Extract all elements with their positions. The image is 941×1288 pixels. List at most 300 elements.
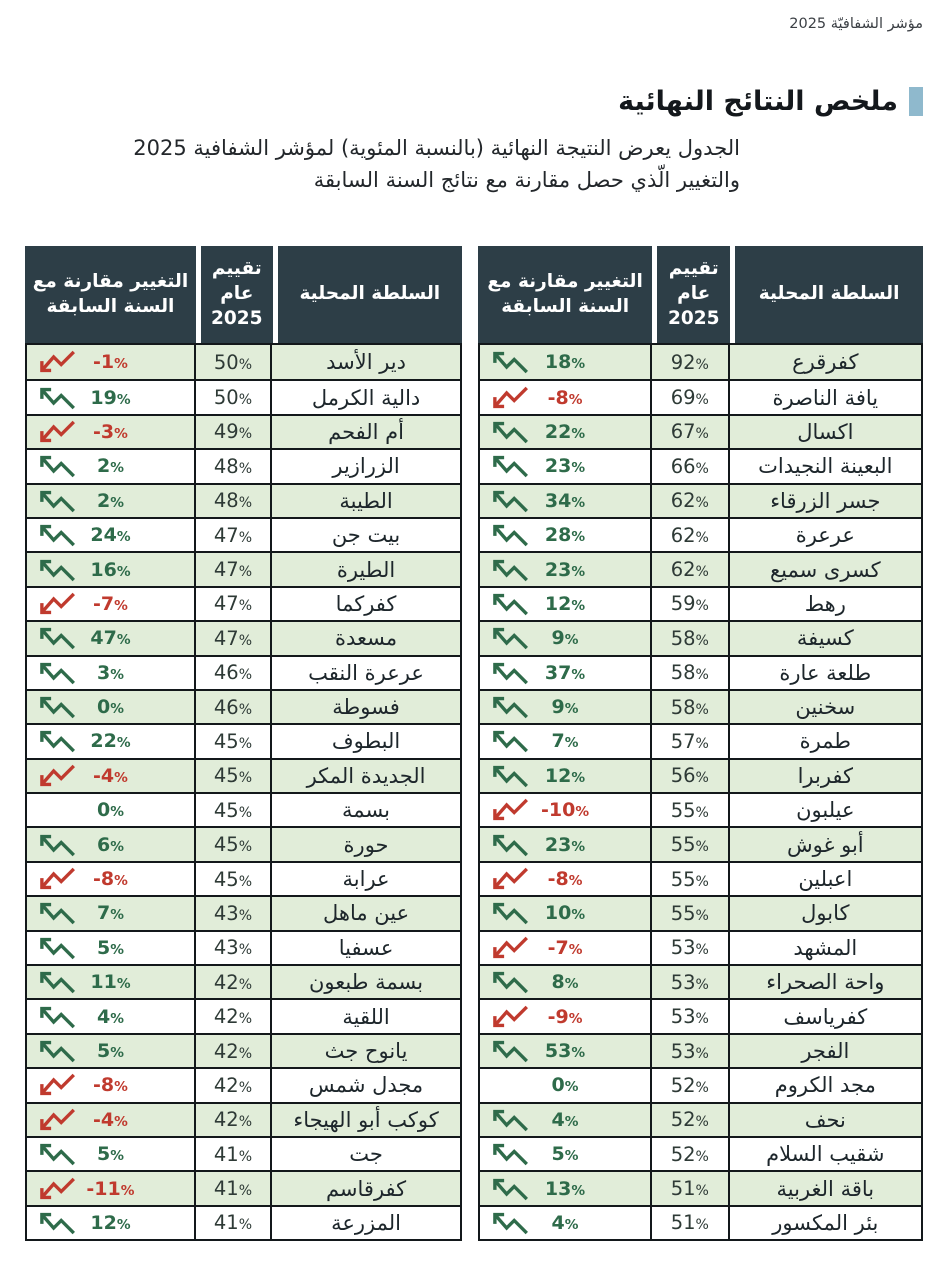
change-value: -3% bbox=[93, 420, 128, 443]
rating-cell bbox=[652, 828, 730, 860]
authority-cell bbox=[272, 1035, 460, 1067]
change-cell bbox=[27, 381, 196, 413]
change-value: 10% bbox=[544, 902, 586, 925]
change-cell bbox=[27, 794, 196, 826]
rating-value: 47% bbox=[213, 592, 253, 616]
change-cell bbox=[27, 1069, 196, 1101]
trend-up-icon bbox=[489, 418, 531, 445]
rating-value: 45% bbox=[213, 833, 253, 857]
authority-cell bbox=[730, 553, 921, 585]
trend-down-icon bbox=[36, 866, 78, 893]
authority-cell bbox=[730, 1138, 921, 1170]
rating-cell bbox=[652, 1035, 730, 1067]
change-cell bbox=[27, 897, 196, 929]
authority-cell bbox=[730, 932, 921, 964]
rating-cell bbox=[652, 588, 730, 620]
change-cell bbox=[27, 1207, 196, 1239]
authority-name: كسيفة bbox=[796, 626, 854, 651]
rating-cell bbox=[196, 588, 272, 620]
rating-value: 42% bbox=[213, 1039, 253, 1063]
change-value: 18% bbox=[544, 351, 586, 374]
change-cell bbox=[480, 1172, 652, 1204]
authority-cell bbox=[730, 1069, 921, 1101]
rating-cell bbox=[652, 622, 730, 654]
change-value: 6% bbox=[96, 833, 124, 856]
authority-name: كسرى سميع bbox=[769, 557, 881, 582]
rating-cell bbox=[652, 450, 730, 482]
rating-cell bbox=[652, 1207, 730, 1239]
change-cell bbox=[480, 691, 652, 723]
authority-cell bbox=[272, 966, 460, 998]
table-row bbox=[480, 1205, 921, 1239]
change-cell bbox=[480, 794, 652, 826]
change-cell bbox=[480, 1035, 652, 1067]
rating-value: 58% bbox=[670, 661, 709, 685]
authority-name: يانوح جث bbox=[324, 1039, 408, 1063]
table-body bbox=[478, 343, 923, 1241]
authority-name: عين ماهل bbox=[322, 901, 410, 926]
trend-down-icon bbox=[36, 349, 78, 376]
header-rating: تقييم عام 2025 bbox=[657, 246, 730, 343]
authority-cell bbox=[272, 657, 460, 689]
rating-value: 53% bbox=[670, 970, 709, 994]
table-header-row bbox=[25, 246, 462, 343]
rating-value: 53% bbox=[670, 1039, 709, 1063]
change-cell bbox=[480, 1104, 652, 1136]
change-value: 53% bbox=[544, 1040, 586, 1062]
rating-value: 49% bbox=[213, 420, 253, 444]
authority-name: الطيرة bbox=[336, 557, 396, 582]
rating-value: 42% bbox=[213, 1005, 253, 1029]
rating-cell bbox=[196, 897, 272, 929]
change-value: 37% bbox=[544, 661, 586, 684]
change-value: 23% bbox=[544, 833, 586, 856]
trend-up-icon bbox=[489, 969, 531, 996]
rating-cell bbox=[196, 932, 272, 964]
rating-value: 62% bbox=[670, 558, 709, 582]
trend-up-icon bbox=[489, 1175, 531, 1202]
rating-cell bbox=[652, 760, 730, 792]
change-value: -8% bbox=[93, 868, 128, 891]
rating-cell bbox=[652, 657, 730, 689]
authority-cell bbox=[730, 1207, 921, 1239]
authority-cell bbox=[272, 1104, 460, 1136]
change-value: 0% bbox=[96, 799, 124, 822]
authority-name: عرابة bbox=[342, 867, 390, 892]
change-value: 0% bbox=[96, 696, 124, 719]
authority-name: فسوطة bbox=[332, 695, 400, 720]
table-row bbox=[27, 620, 460, 654]
change-value: 2% bbox=[96, 489, 124, 512]
authority-name: المزرعة bbox=[331, 1210, 401, 1235]
rating-cell bbox=[652, 519, 730, 551]
table-row bbox=[480, 1170, 921, 1204]
change-value: 22% bbox=[544, 420, 586, 443]
trend-up-icon bbox=[489, 522, 531, 549]
rating-cell bbox=[652, 725, 730, 757]
trend-up-icon bbox=[489, 349, 531, 376]
change-value: 3% bbox=[96, 661, 124, 684]
authority-name: بيت جن bbox=[331, 523, 401, 548]
rating-value: 62% bbox=[670, 523, 709, 547]
change-cell bbox=[480, 519, 652, 551]
rating-value: 45% bbox=[213, 764, 253, 788]
rating-value: 47% bbox=[213, 558, 253, 582]
trend-up-icon bbox=[36, 659, 78, 686]
rating-value: 62% bbox=[670, 489, 709, 513]
trend-up-icon bbox=[36, 556, 78, 583]
rating-cell bbox=[652, 345, 730, 379]
change-cell bbox=[480, 760, 652, 792]
rating-cell bbox=[196, 794, 272, 826]
rating-cell bbox=[652, 1138, 730, 1170]
trend-up-icon bbox=[36, 1038, 78, 1065]
authority-cell bbox=[272, 691, 460, 723]
header-rating: تقييم عام 2025 bbox=[201, 246, 273, 343]
change-value: 4% bbox=[96, 1005, 124, 1028]
authority-cell bbox=[272, 897, 460, 929]
trend-down-icon bbox=[36, 1072, 78, 1099]
trend-up-icon bbox=[36, 522, 78, 549]
authority-cell bbox=[272, 416, 460, 448]
rating-value: 48% bbox=[213, 454, 253, 478]
rating-value: 59% bbox=[670, 592, 709, 616]
table-row bbox=[27, 895, 460, 929]
rating-cell bbox=[652, 966, 730, 998]
change-cell bbox=[27, 1138, 196, 1170]
authority-name: نحف bbox=[804, 1107, 846, 1132]
rating-cell bbox=[196, 657, 272, 689]
table-row bbox=[480, 379, 921, 413]
table-row bbox=[480, 551, 921, 585]
authority-cell bbox=[730, 1000, 921, 1032]
change-value: 5% bbox=[96, 1143, 124, 1166]
change-cell bbox=[27, 416, 196, 448]
change-cell bbox=[27, 1035, 196, 1067]
rating-value: 51% bbox=[670, 1211, 709, 1235]
trend-up-icon bbox=[489, 453, 531, 480]
authority-name: رهط bbox=[804, 591, 846, 616]
authority-cell bbox=[730, 657, 921, 689]
authority-name: دير الأسد bbox=[326, 350, 406, 375]
rating-value: 67% bbox=[670, 420, 709, 444]
rating-cell bbox=[196, 1000, 272, 1032]
trend-up-icon bbox=[36, 900, 78, 927]
authority-name: عرعرة bbox=[795, 523, 855, 548]
trend-up-icon bbox=[36, 831, 78, 858]
change-value: -11% bbox=[86, 1177, 135, 1200]
change-value: 24% bbox=[90, 524, 131, 547]
authority-cell bbox=[730, 794, 921, 826]
change-value: 5% bbox=[551, 1143, 579, 1166]
change-value: 9% bbox=[551, 696, 579, 719]
trend-up-icon bbox=[489, 831, 531, 858]
authority-name: الطيبة bbox=[339, 488, 393, 513]
authority-cell bbox=[272, 1000, 460, 1032]
rating-cell bbox=[196, 345, 272, 379]
trend-up-icon bbox=[489, 556, 531, 583]
change-cell bbox=[480, 553, 652, 585]
rating-cell bbox=[652, 1000, 730, 1032]
change-cell bbox=[27, 966, 196, 998]
change-cell bbox=[27, 622, 196, 654]
table-row bbox=[480, 1033, 921, 1067]
rating-value: 57% bbox=[670, 729, 709, 753]
rating-value: 51% bbox=[670, 1177, 709, 1201]
authority-cell bbox=[730, 450, 921, 482]
change-value: 47% bbox=[90, 627, 131, 650]
header-change: التغيير مقارنة مع السنة السابقة bbox=[478, 246, 652, 343]
change-value: 0% bbox=[551, 1074, 579, 1097]
authority-cell bbox=[272, 1138, 460, 1170]
rating-cell bbox=[652, 897, 730, 929]
change-cell bbox=[480, 932, 652, 964]
rating-cell bbox=[196, 760, 272, 792]
trend-up-icon bbox=[489, 659, 531, 686]
results-tables bbox=[0, 246, 941, 1241]
table-row bbox=[27, 586, 460, 620]
change-value: -4% bbox=[93, 1108, 128, 1131]
change-value: 12% bbox=[90, 1211, 131, 1234]
subtitle-line-1: الجدول يعرض النتيجة النهائية (بالنسبة المئوية) لمؤشر الشفافية 2025 bbox=[133, 136, 740, 160]
authority-name: جسر الزرقاء bbox=[770, 488, 881, 513]
rating-cell bbox=[196, 519, 272, 551]
table-row bbox=[27, 861, 460, 895]
authority-name: اكسال bbox=[797, 419, 854, 444]
rating-value: 46% bbox=[213, 695, 253, 719]
table-row bbox=[27, 345, 460, 379]
trend-down-icon bbox=[36, 418, 78, 445]
change-value: -8% bbox=[547, 868, 583, 891]
table-row bbox=[27, 414, 460, 448]
authority-cell bbox=[730, 1035, 921, 1067]
authority-cell bbox=[272, 622, 460, 654]
rating-cell bbox=[196, 1069, 272, 1101]
authority-cell bbox=[272, 1069, 460, 1101]
change-cell bbox=[480, 725, 652, 757]
trend-up-icon bbox=[489, 625, 531, 652]
authority-name: البعينة النجيدات bbox=[758, 454, 893, 479]
trend-up-icon bbox=[36, 625, 78, 652]
authority-name: كفرقرع bbox=[792, 350, 859, 375]
authority-name: اللقية bbox=[342, 1004, 390, 1029]
change-cell bbox=[480, 966, 652, 998]
authority-name: كوكب أبو الهيجاء bbox=[293, 1107, 439, 1132]
trend-up-icon bbox=[36, 728, 78, 755]
page-subtitle bbox=[0, 133, 740, 196]
authority-name: أم الفحم bbox=[328, 419, 404, 444]
change-value: 12% bbox=[544, 592, 586, 615]
change-cell bbox=[480, 485, 652, 517]
rating-value: 46% bbox=[213, 661, 253, 685]
page-title-text: ملخص النتائج النهائية bbox=[618, 86, 898, 117]
change-value: -7% bbox=[93, 592, 128, 615]
rating-value: 45% bbox=[213, 798, 253, 822]
authority-name: مجدل شمس bbox=[308, 1073, 424, 1098]
rating-value: 52% bbox=[670, 1142, 709, 1166]
trend-up-icon bbox=[36, 487, 78, 514]
authority-name: جت bbox=[349, 1142, 383, 1167]
change-value: 28% bbox=[544, 524, 586, 547]
rating-cell bbox=[652, 794, 730, 826]
change-cell bbox=[27, 828, 196, 860]
rating-value: 43% bbox=[213, 936, 253, 960]
authority-name: مسعدة bbox=[334, 626, 398, 651]
authority-name: بسمة طبعون bbox=[308, 970, 424, 995]
rating-cell bbox=[652, 1104, 730, 1136]
change-cell bbox=[480, 1207, 652, 1239]
trend-up-icon bbox=[36, 384, 78, 411]
trend-up-icon bbox=[36, 1209, 78, 1236]
table-row bbox=[480, 1136, 921, 1170]
authority-name: كفرياسف bbox=[783, 1004, 868, 1029]
change-value: -9% bbox=[547, 1005, 583, 1028]
rating-value: 43% bbox=[213, 901, 253, 925]
change-cell bbox=[480, 416, 652, 448]
trend-down-icon bbox=[489, 934, 531, 961]
trend-up-icon bbox=[489, 694, 531, 721]
table-row bbox=[27, 826, 460, 860]
change-cell bbox=[27, 725, 196, 757]
trend-down-icon bbox=[489, 1003, 531, 1030]
change-value: 11% bbox=[90, 971, 131, 994]
authority-cell bbox=[730, 863, 921, 895]
change-cell bbox=[27, 657, 196, 689]
trend-up-icon bbox=[36, 1141, 78, 1168]
authority-name: كفربرا bbox=[797, 763, 854, 788]
table-row bbox=[480, 448, 921, 482]
table-row bbox=[27, 1067, 460, 1101]
rating-value: 45% bbox=[213, 867, 253, 891]
rating-value: 55% bbox=[670, 833, 709, 857]
trend-down-icon bbox=[489, 384, 531, 411]
authority-cell bbox=[272, 725, 460, 757]
rating-cell bbox=[196, 1207, 272, 1239]
authority-cell bbox=[272, 553, 460, 585]
rating-value: 69% bbox=[670, 386, 709, 410]
table-row bbox=[27, 792, 460, 826]
change-value: 22% bbox=[90, 730, 131, 753]
rating-cell bbox=[652, 416, 730, 448]
authority-cell bbox=[272, 760, 460, 792]
trend-up-icon bbox=[489, 590, 531, 617]
authority-cell bbox=[272, 794, 460, 826]
change-cell bbox=[27, 450, 196, 482]
change-value: -7% bbox=[547, 936, 583, 959]
table-row bbox=[27, 1136, 460, 1170]
change-value: 23% bbox=[544, 558, 586, 581]
rating-value: 55% bbox=[670, 798, 709, 822]
table-row bbox=[27, 551, 460, 585]
table-row bbox=[480, 586, 921, 620]
table-row bbox=[480, 998, 921, 1032]
trend-up-icon bbox=[36, 969, 78, 996]
change-cell bbox=[480, 897, 652, 929]
rating-cell bbox=[196, 381, 272, 413]
rating-value: 41% bbox=[213, 1177, 253, 1201]
rating-value: 42% bbox=[213, 970, 253, 994]
rating-cell bbox=[652, 553, 730, 585]
header-authority: السلطة المحلية bbox=[278, 246, 462, 343]
rating-value: 52% bbox=[670, 1108, 709, 1132]
rating-cell bbox=[196, 828, 272, 860]
authority-cell bbox=[272, 381, 460, 413]
authority-name: كفرقاسم bbox=[325, 1176, 407, 1201]
change-cell bbox=[27, 1000, 196, 1032]
rating-value: 52% bbox=[670, 1073, 709, 1097]
rating-value: 92% bbox=[670, 350, 709, 374]
table-row bbox=[480, 861, 921, 895]
table-row bbox=[27, 1033, 460, 1067]
table-row bbox=[480, 895, 921, 929]
trend-down-icon bbox=[36, 590, 78, 617]
rating-value: 47% bbox=[213, 523, 253, 547]
authority-name: دالية الكرمل bbox=[311, 385, 421, 410]
trend-up-icon bbox=[489, 1209, 531, 1236]
authority-cell bbox=[730, 966, 921, 998]
rating-cell bbox=[196, 863, 272, 895]
rating-cell bbox=[196, 450, 272, 482]
trend-up-icon bbox=[36, 694, 78, 721]
authority-name: الزرازير bbox=[332, 454, 400, 479]
change-cell bbox=[480, 1000, 652, 1032]
authority-cell bbox=[730, 345, 921, 379]
authority-name: البطوف bbox=[331, 729, 401, 754]
table-row bbox=[480, 414, 921, 448]
table-row bbox=[480, 758, 921, 792]
table-row bbox=[480, 517, 921, 551]
table-header-row bbox=[478, 246, 923, 343]
authority-cell bbox=[730, 416, 921, 448]
table-row bbox=[27, 723, 460, 757]
change-cell bbox=[480, 828, 652, 860]
rating-cell bbox=[196, 725, 272, 757]
authority-name: مجد الكروم bbox=[774, 1073, 876, 1098]
authority-name: باقة الغربية bbox=[776, 1176, 875, 1201]
change-value: 16% bbox=[90, 558, 131, 581]
table-row bbox=[480, 483, 921, 517]
rating-value: 41% bbox=[213, 1211, 253, 1235]
change-value: 13% bbox=[544, 1177, 586, 1200]
authority-name: واحة الصحراء bbox=[766, 970, 885, 995]
change-value: -8% bbox=[547, 386, 583, 409]
rating-cell bbox=[652, 863, 730, 895]
rating-cell bbox=[652, 1172, 730, 1204]
header-authority: السلطة المحلية bbox=[735, 246, 923, 343]
change-cell bbox=[27, 691, 196, 723]
authority-cell bbox=[272, 863, 460, 895]
rating-cell bbox=[652, 485, 730, 517]
change-value: 5% bbox=[96, 936, 124, 959]
authority-name: كابول bbox=[801, 901, 850, 926]
rating-cell bbox=[196, 1172, 272, 1204]
authority-cell bbox=[272, 1172, 460, 1204]
change-cell bbox=[480, 588, 652, 620]
change-value: 5% bbox=[96, 1040, 124, 1062]
trend-up-icon bbox=[489, 762, 531, 789]
change-value: 34% bbox=[544, 489, 586, 512]
authority-name: بسمة bbox=[342, 798, 391, 823]
change-value: -1% bbox=[93, 351, 128, 374]
rating-value: 53% bbox=[670, 936, 709, 960]
trend-down-icon bbox=[36, 1106, 78, 1133]
change-value: 19% bbox=[90, 386, 131, 409]
rating-value: 50% bbox=[213, 386, 253, 410]
authority-cell bbox=[730, 622, 921, 654]
rating-value: 66% bbox=[670, 454, 709, 478]
authority-cell bbox=[730, 519, 921, 551]
rating-cell bbox=[196, 1104, 272, 1136]
